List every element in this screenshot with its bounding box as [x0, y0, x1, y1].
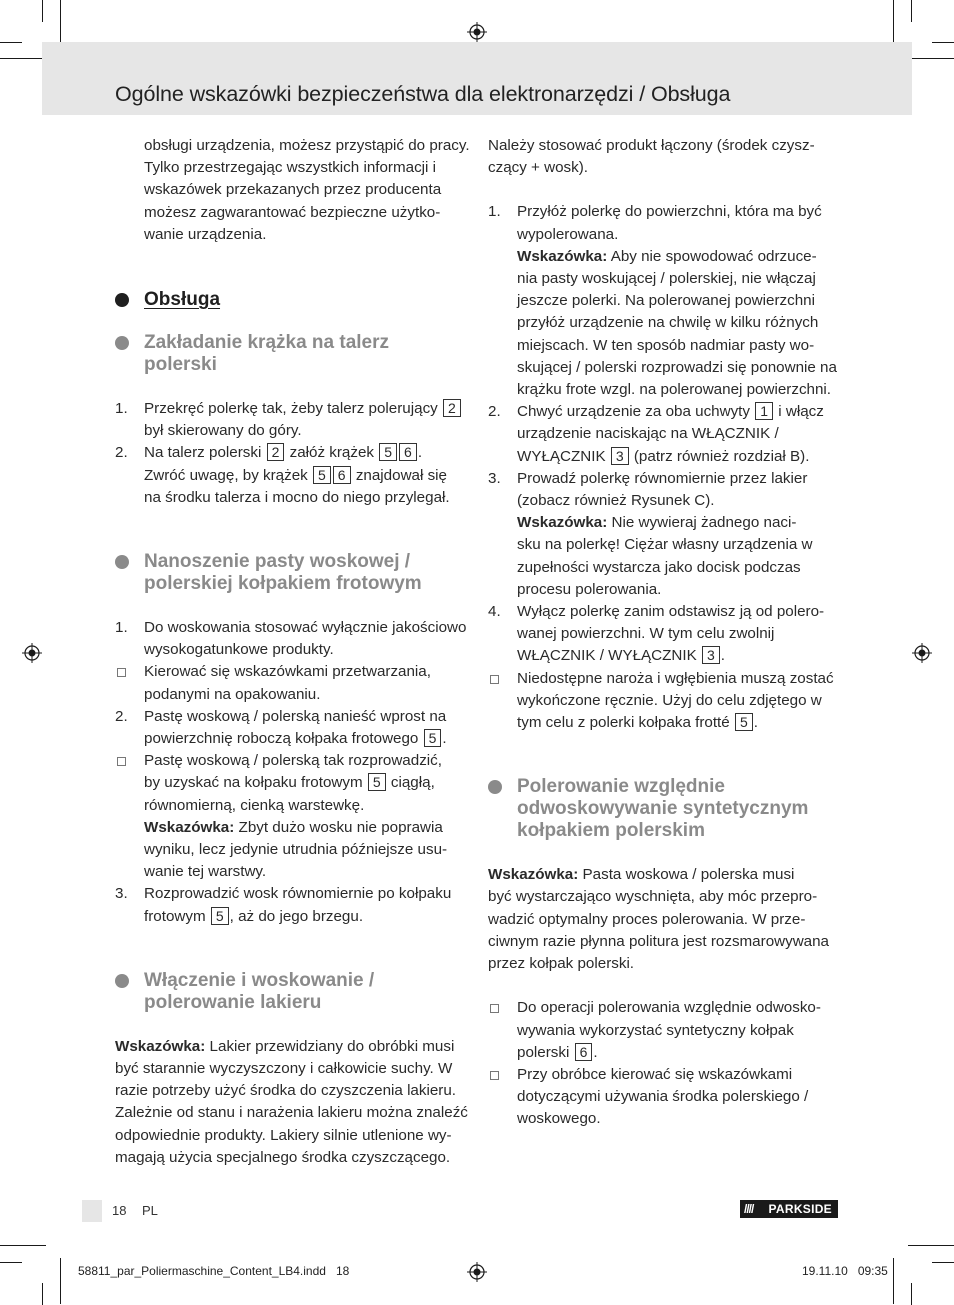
text-line — [517, 446, 843, 468]
list-item — [115, 398, 470, 442]
text: , aż do jego brzegu. — [229, 907, 364, 925]
text-line — [144, 728, 470, 750]
text: znajdował się — [355, 466, 447, 484]
text: frotowym — [144, 907, 206, 925]
text: był skierowany do góry. — [144, 422, 302, 440]
crop-mark — [0, 1245, 46, 1246]
checkbox-bullet-icon — [490, 675, 499, 684]
text: Na talerz polerski — [144, 444, 262, 462]
steps-list — [115, 617, 470, 928]
list-number: 2. — [488, 403, 501, 421]
text: WYŁĄCZNIK — [517, 447, 606, 465]
heading-line: Nanoszenie pasty woskowej / — [144, 551, 411, 573]
list-number: 2. — [115, 444, 128, 462]
figure-ref: 2 — [267, 443, 285, 461]
text: na środku talerza i mocno do niego przylegał. — [144, 488, 450, 506]
text-line: (zobacz również Rysunek C). — [517, 492, 715, 510]
text-line: możesz zagwarantować bezpieczne użytko- — [144, 203, 441, 221]
figure-ref: 3 — [702, 646, 720, 664]
list-item — [488, 201, 843, 401]
text: powierzchnię roboczą kołpaka frotowego — [144, 730, 419, 748]
note-label: Wskazówka: — [517, 247, 608, 265]
text-line: wyniku, lecz jedynie utrudnia późniejsze usu- — [144, 841, 448, 859]
figure-ref: 6 — [333, 466, 351, 484]
note-line — [115, 1036, 470, 1058]
bullet-list — [488, 997, 843, 1130]
list-item — [115, 883, 470, 927]
text-line: odpowiednie produkty. Lakiery silnie utlenione wy- — [115, 1126, 452, 1144]
figure-ref: 5 — [368, 773, 386, 791]
text-line: dotyczącymi używania środka polerskiego / — [517, 1088, 809, 1106]
steps-list — [115, 398, 470, 509]
list-number: 4. — [488, 603, 501, 621]
bullet-icon — [115, 974, 129, 988]
heading-line: polerski — [144, 354, 217, 376]
subheading-wlaczenie — [115, 970, 470, 1014]
note-label: Wskazówka: — [488, 866, 579, 884]
heading-line: polerskiej kołpakiem frotowym — [144, 573, 422, 595]
text-line: Wyłącz polerkę zanim odstawisz ją od polero- — [517, 603, 825, 621]
checkbox-bullet-icon — [117, 668, 126, 677]
crop-mark — [0, 1262, 22, 1263]
text: (patrz również rozdział B). — [633, 447, 810, 465]
note-paragraph — [488, 864, 843, 975]
crop-mark — [0, 42, 22, 43]
crop-mark — [932, 1262, 954, 1263]
list-item — [488, 401, 843, 468]
text-line — [517, 1042, 843, 1064]
registration-mark-icon — [467, 1262, 487, 1282]
list-item — [115, 661, 470, 705]
text: by uzyskać na kołpaku frotowym — [144, 774, 363, 792]
crop-mark — [908, 1245, 954, 1246]
heading-line: odwoskowywanie syntetycznym — [517, 798, 809, 820]
text-line: nia pasty woskującej / polerskiej, nie włączaj — [517, 270, 816, 288]
text: WŁĄCZNIK / WYŁĄCZNIK — [517, 647, 697, 665]
text-line: Należy stosować produkt łączony (środek czysz- — [488, 137, 815, 154]
registration-mark-icon — [912, 643, 932, 663]
text-line: Tylko przestrzegając wszystkich informacji i — [144, 159, 437, 177]
text-line: Kierować się wskazówkami przetwarzania, — [144, 663, 431, 681]
text-line: krążku frote wzgl. na polerowanej powierzchni. — [517, 381, 832, 399]
subheading-nanoszenie — [115, 551, 470, 595]
text-line: Pastę woskową / polerską tak rozprowadzić, — [144, 752, 442, 770]
registration-mark-icon — [467, 22, 487, 42]
checkbox-bullet-icon — [117, 757, 126, 766]
text-line: sku na polerkę! Ciężar własny urządzenia w — [517, 536, 813, 554]
list-number: 3. — [115, 885, 128, 903]
note-line — [517, 512, 843, 534]
logo-stripes-icon: //// — [744, 1202, 754, 1216]
subheading-polerowanie — [488, 776, 843, 842]
crop-mark — [0, 58, 46, 59]
text: załóż krążek — [289, 444, 375, 462]
figure-ref: 2 — [443, 399, 461, 417]
list-item — [115, 442, 470, 509]
crop-mark — [42, 1283, 43, 1305]
list-item — [488, 1064, 843, 1131]
text-line: Zależnie od stanu i narażenia lakieru można znaleźć — [115, 1104, 468, 1122]
brand-logo — [740, 1200, 838, 1218]
text: . — [417, 444, 423, 462]
text-line: procesu polerowania. — [517, 580, 662, 598]
note-line — [144, 817, 470, 839]
text-line: równomierną, cienką warstewkę. — [144, 796, 365, 814]
text-line: ciwnym razie płynna politura jest rozsmarowywana — [488, 932, 830, 950]
note-label: Wskazówka: — [115, 1037, 206, 1055]
text-line: wysokogatunkowe produkty. — [144, 641, 334, 659]
note-paragraph — [115, 1036, 470, 1169]
bullet-icon — [488, 780, 502, 794]
left-column — [115, 135, 470, 1169]
text-line: skującej / polerski rozprowadzi się ponownie na — [517, 358, 837, 376]
note-label: Wskazówka: — [517, 514, 608, 532]
checkbox-bullet-icon — [490, 1071, 499, 1080]
figure-ref: 6 — [399, 443, 417, 461]
text: . — [442, 730, 447, 748]
text-line: Prowadź polerkę równomiernie przez lakier — [517, 469, 808, 487]
list-number: 1. — [115, 400, 128, 418]
text-line: Do woskowania stosować wyłącznie jakościowo — [144, 619, 467, 637]
list-number: 3. — [488, 469, 501, 487]
figure-ref: 5 — [211, 907, 229, 925]
figure-ref: 6 — [575, 1043, 593, 1061]
text-line: Przyłóż polerkę do powierzchni, która ma być — [517, 203, 822, 221]
text-line: wadzić optymalny proces polerowania. W prze- — [488, 910, 806, 928]
intro-paragraph — [144, 135, 470, 246]
text-line: czący + wosk). — [488, 159, 589, 177]
bullet-icon — [115, 555, 129, 569]
steps-list — [488, 201, 843, 734]
list-number: 2. — [115, 707, 128, 725]
crop-mark — [893, 0, 894, 46]
text: i włącz — [778, 403, 824, 421]
text: tym celu z polerki kołpaka frotté — [517, 714, 730, 732]
brand-name: PARKSIDE — [768, 1202, 832, 1216]
text-line: wskazówek przekazanych przez producenta — [144, 181, 442, 199]
crop-mark — [908, 58, 954, 59]
crop-mark — [60, 1258, 61, 1304]
text-line: woskowego. — [517, 1110, 601, 1128]
text-line — [144, 906, 470, 928]
list-item — [115, 617, 470, 661]
note-label: Wskazówka: — [144, 818, 235, 836]
note-line — [517, 246, 843, 268]
crop-mark — [42, 0, 43, 22]
heading-text: Obsługa — [144, 289, 221, 311]
text-line: Niedostępne naroża i wgłębienia muszą zostać — [517, 669, 834, 687]
text-line: podanymi na opakowaniu. — [144, 685, 321, 703]
text: Przekręć polerkę tak, żeby talerz polerujący — [144, 400, 438, 418]
text-line: być starannie wyczyszczony i całkowicie suchy. W — [115, 1060, 453, 1078]
text-line: Pastę woskową / polerską nanieść wprost na — [144, 707, 447, 725]
figure-ref: 5 — [313, 466, 331, 484]
text-line: przez kołpak polerski. — [488, 955, 635, 973]
page-title: Ogólne wskazówki bezpieczeństwa dla elektronarzędzi / Obsługa — [115, 82, 731, 106]
subheading-zakladanie — [115, 332, 470, 376]
figure-ref: 5 — [735, 713, 753, 731]
text: . — [720, 647, 726, 665]
text-line — [517, 645, 843, 667]
list-item — [488, 468, 843, 601]
text: Pasta woskowa / polerska musi — [582, 866, 795, 884]
text-line: Przy obróbce kierować się wskazówkami — [517, 1065, 793, 1083]
slug-filename: 58811_par_Poliermaschine_Content_LB4.indd 18 — [78, 1264, 350, 1278]
figure-ref: 3 — [611, 447, 629, 465]
list-item — [488, 668, 843, 735]
text: Lakier przewidziany do obróbki musi — [209, 1037, 455, 1055]
text: Zbyt dużo wosku nie poprawia — [238, 818, 443, 836]
text: . — [593, 1043, 598, 1061]
figure-ref: 1 — [755, 402, 773, 420]
text-line: wanej powierzchni. W tym celu zwolnij — [517, 625, 775, 643]
text: Chwyć urządzenie za oba uchwyty — [517, 403, 750, 421]
text-line: wypolerowana. — [517, 225, 619, 243]
list-item — [115, 750, 470, 883]
text: ciągłą, — [390, 774, 435, 792]
list-item — [488, 997, 843, 1064]
text-line — [517, 712, 843, 734]
text-line: Do operacji polerowania względnie odwosko- — [517, 999, 821, 1017]
text-line: miejscach. W ten sposób nadmiar pasty wo- — [517, 336, 815, 354]
text-line: Rozprowadzić wosk równomiernie po kołpaku — [144, 885, 452, 903]
text-line: zupełności wystarcza jako docisk podczas — [517, 558, 801, 576]
text-line: magają użycia specjalnego środka czyszczącego. — [115, 1148, 451, 1166]
slug-date: 19.11.10 09:35 — [802, 1264, 888, 1278]
text: Aby nie spowodować odrzuce- — [610, 247, 817, 265]
text-line: wanie tej warstwy. — [144, 863, 267, 881]
right-column — [488, 135, 843, 1131]
text-line — [517, 401, 843, 423]
text: Zwróć uwagę, by krążek — [144, 466, 308, 484]
figure-ref: 5 — [379, 443, 397, 461]
text-line: wykończone ręcznie. Użyj do celu zdjętego w — [517, 691, 822, 709]
list-number: 1. — [488, 203, 501, 221]
section-heading-obsluga — [115, 288, 470, 312]
list-item — [115, 706, 470, 750]
note-line — [488, 864, 843, 886]
list-item — [488, 601, 843, 668]
heading-line: polerowanie lakieru — [144, 991, 322, 1013]
heading-line: Włączenie i woskowanie / — [144, 969, 375, 991]
heading-line: kołpakiem polerskim — [517, 820, 705, 842]
text: . — [753, 714, 758, 732]
list-number: 1. — [115, 619, 128, 637]
intro-paragraph — [488, 135, 843, 179]
text-line — [144, 772, 470, 794]
bullet-icon — [115, 336, 129, 350]
text-line: urządzenie naciskając na WŁĄCZNIK / — [517, 425, 779, 443]
crop-mark — [911, 0, 912, 22]
page-number: 18 — [112, 1203, 127, 1218]
text-line: być wystarczająco wyschnięta, aby móc przepro- — [488, 888, 818, 906]
checkbox-bullet-icon — [490, 1004, 499, 1013]
text-line: wywania wykorzystać syntetyczny kołpak — [517, 1021, 794, 1039]
crop-mark — [893, 1258, 894, 1304]
text-line: jeszcze polerki. Na polerowanej powierzchni — [517, 292, 815, 310]
registration-mark-icon — [22, 643, 42, 663]
text: Nie wywieraj żadnego naci- — [611, 514, 797, 532]
text: polerski — [517, 1043, 570, 1061]
language-code: PL — [142, 1203, 158, 1218]
crop-mark — [60, 0, 61, 46]
heading-line: Zakładanie krążka na talerz — [144, 332, 390, 354]
crop-mark — [932, 42, 954, 43]
crop-mark — [911, 1283, 912, 1305]
text-line: razie potrzeby użyć środka do czyszczenia lakieru. — [115, 1082, 457, 1100]
bullet-icon — [115, 293, 129, 307]
heading-line: Polerowanie względnie — [517, 776, 725, 798]
text-line: obsługi urządzenia, możesz przystąpić do pracy. — [144, 137, 470, 154]
page-number-box — [82, 1200, 102, 1222]
text-line: wanie urządzenia. — [144, 225, 267, 243]
figure-ref: 5 — [424, 729, 442, 747]
text-line: przyłóż urządzenie na chwilę w kilku różnych — [517, 314, 819, 332]
